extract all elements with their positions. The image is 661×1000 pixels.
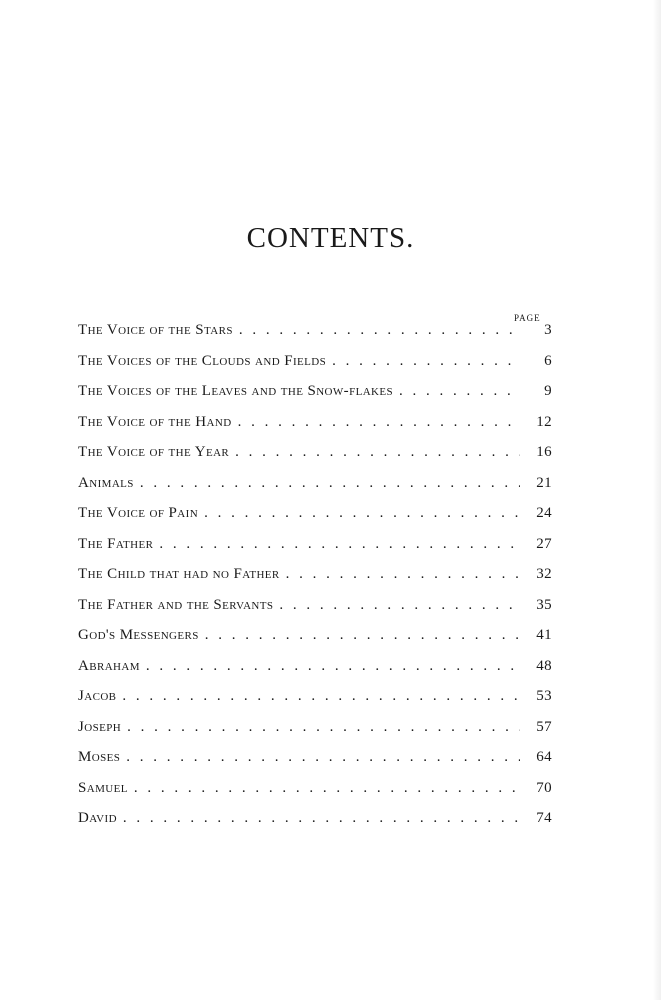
toc-entry-title: The Voices of the Clouds and Fields [78, 352, 327, 369]
toc-entry-page-number: 27 [536, 535, 552, 552]
toc-entry[interactable] [78, 383, 552, 414]
toc-entry-title: The Voice of the Stars [78, 322, 233, 338]
toc-entry-page-number: 48 [536, 657, 552, 674]
toc-entry[interactable] [78, 444, 552, 475]
toc-entry[interactable] [78, 597, 552, 628]
toc-entry-page-number: 3 [544, 322, 552, 338]
toc-entry-page-number: 21 [536, 474, 552, 491]
dot-leader [204, 505, 520, 522]
toc-entry[interactable] [78, 505, 552, 536]
toc-entry-title: Moses [78, 749, 121, 765]
toc-entry-page-number: 53 [536, 688, 552, 704]
toc-entry[interactable] [78, 749, 552, 780]
toc-entry[interactable] [78, 475, 552, 506]
toc-entry[interactable] [78, 414, 552, 445]
toc-entry-title: Animals [78, 474, 134, 491]
dot-leader [122, 688, 520, 705]
toc-entry-title: Joseph [78, 718, 122, 735]
toc-entry-title: The Voice of the Hand [78, 413, 232, 430]
dot-leader [205, 627, 520, 644]
toc-entry-page-number: 57 [536, 718, 552, 735]
toc-entry-title: The Voice of the Year [78, 444, 230, 460]
toc-entry-page-number: 9 [544, 383, 552, 399]
dot-leader [332, 353, 520, 370]
dot-leader [126, 749, 520, 766]
toc-entry[interactable] [78, 688, 552, 719]
toc-entry-title: The Father [78, 535, 154, 552]
toc-entry-title: The Voice of Pain [78, 505, 199, 521]
table-of-contents [78, 322, 552, 841]
toc-entry-page-number: 70 [536, 779, 552, 796]
toc-entry-page-number: 35 [536, 596, 552, 613]
dot-leader [146, 658, 520, 675]
dot-leader [239, 322, 520, 339]
toc-entry-title: God's Messengers [78, 627, 199, 643]
toc-entry-title: The Child that had no Father [78, 566, 280, 582]
toc-entry[interactable] [78, 353, 552, 384]
toc-entry[interactable] [78, 566, 552, 597]
toc-entry-page-number: 74 [536, 810, 552, 826]
toc-entry[interactable] [78, 658, 552, 689]
toc-entry[interactable] [78, 719, 552, 750]
toc-entry-page-number: 64 [536, 749, 552, 765]
toc-entry-page-number: 24 [536, 505, 552, 521]
dot-leader [286, 566, 520, 583]
dot-leader [123, 810, 520, 827]
toc-entry[interactable] [78, 322, 552, 353]
page-title: CONTENTS. [246, 222, 415, 254]
dot-leader [159, 536, 520, 553]
toc-entry-title: Samuel [78, 779, 128, 796]
toc-entry[interactable] [78, 536, 552, 567]
toc-entry-page-number: 41 [536, 627, 552, 643]
page-edge-shadow [653, 0, 661, 1000]
page-column-label: PAGE [514, 313, 541, 323]
toc-entry[interactable] [78, 780, 552, 811]
toc-entry-page-number: 16 [536, 444, 552, 460]
toc-entry-title: The Voices of the Leaves and the Snow-flakes [78, 383, 394, 399]
toc-entry-title: The Father and the Servants [78, 596, 274, 613]
toc-entry-page-number: 6 [544, 352, 552, 369]
toc-entry-title: Jacob [78, 688, 117, 704]
dot-leader [399, 383, 520, 400]
toc-entry-title: David [78, 810, 117, 826]
dot-leader [127, 719, 520, 736]
toc-entry[interactable] [78, 810, 552, 841]
dot-leader [140, 475, 520, 492]
dot-leader [134, 780, 520, 797]
toc-entry-page-number: 12 [536, 413, 552, 430]
toc-entry-page-number: 32 [536, 566, 552, 582]
dot-leader [235, 444, 520, 461]
toc-entry-title: Abraham [78, 657, 140, 674]
dot-leader [279, 597, 520, 614]
dot-leader [238, 414, 520, 431]
toc-entry[interactable] [78, 627, 552, 658]
